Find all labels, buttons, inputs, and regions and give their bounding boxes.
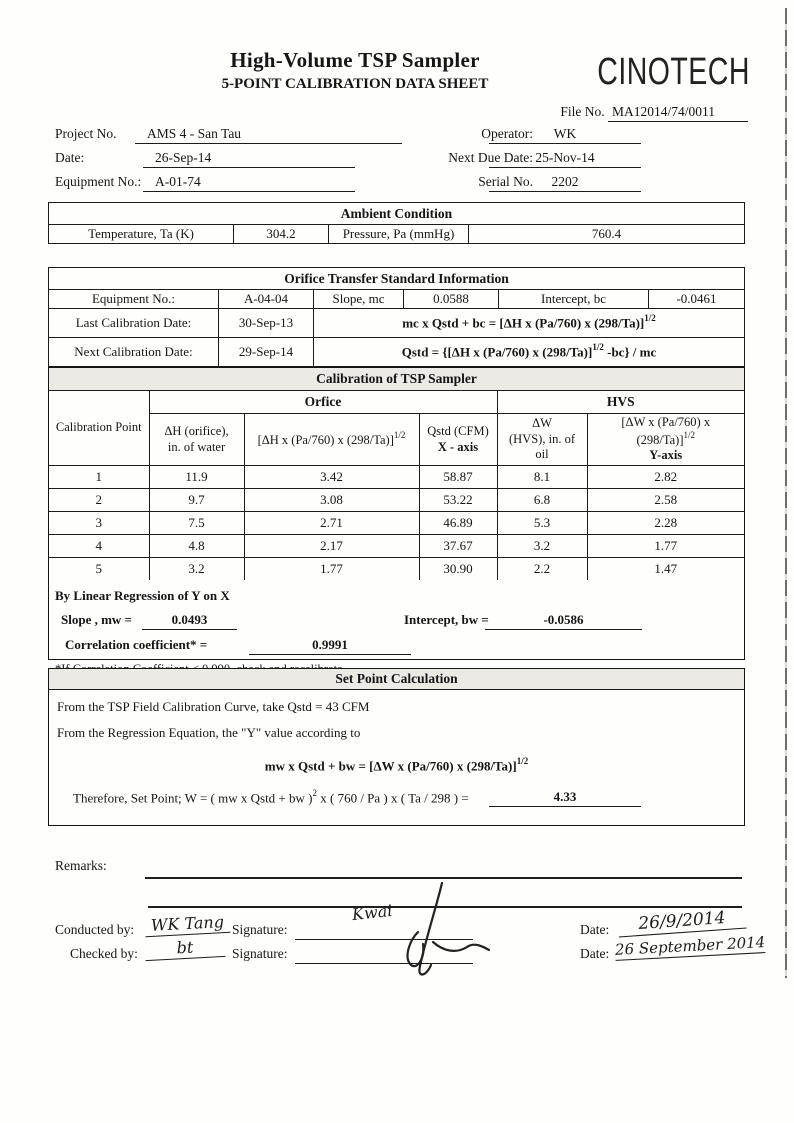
cell: 5.3: [497, 512, 587, 535]
slope-mc-label: Slope, mc: [314, 290, 404, 309]
cell: 58.87: [419, 466, 497, 489]
scan-artifact-line: [785, 8, 787, 978]
date-label-1: Date:: [580, 922, 610, 937]
intercept-bw-label: Intercept, bw =: [404, 612, 489, 628]
calibration-title: Calibration of TSP Sampler: [49, 368, 744, 391]
cell: 9.7: [149, 489, 244, 512]
col-dw-line2: (HVS), in. of oil: [509, 431, 575, 462]
col-dh-line2: in. of water: [167, 439, 226, 454]
checked-by-name: bt: [145, 936, 226, 961]
next-cal-label: Next Calibration Date:: [49, 338, 219, 367]
col-qstd-line1: Qstd (CFM): [427, 423, 489, 438]
cell: 1.47: [587, 558, 744, 581]
correlation-label: Correlation coefficient* =: [65, 637, 208, 653]
cell: 2.71: [244, 512, 419, 535]
signature-label-1: Signature:: [232, 922, 288, 937]
group-orifice: Orfice: [149, 391, 497, 414]
operator-label: Operator:: [481, 126, 533, 141]
last-cal-label: Last Calibration Date:: [49, 309, 219, 338]
cell: 2.58: [587, 489, 744, 512]
calibration-row-5: [49, 558, 744, 581]
cell: 11.9: [149, 466, 244, 489]
company-logo: CINOTECH: [597, 50, 750, 93]
equipment-no-value: A-01-74: [143, 174, 355, 192]
date-label-2: Date:: [580, 946, 610, 961]
cell: 1.77: [587, 535, 744, 558]
calibration-row-1: [49, 466, 744, 489]
set-point-formula-sup: 1/2: [516, 756, 529, 766]
formula-1-text: mc x Qstd + bc = [ΔH x (Pa/760) x (298/Ta)]: [402, 315, 645, 331]
pressure-label: Pressure, Pa (mmHg): [329, 225, 469, 244]
project-no-label: Project No.: [55, 126, 117, 141]
col-dh-formula: [244, 414, 419, 466]
col-y-axis-label: Y-axis: [649, 448, 683, 463]
orifice-equipment-value: A-04-04: [219, 290, 314, 309]
col-dh: [149, 414, 244, 466]
col-dh-formula-sup: 1/2: [393, 429, 406, 440]
page-title: High-Volume TSP Sampler: [230, 48, 480, 72]
set-point-line2: From the Regression Equation, the "Y" value according to: [57, 725, 361, 740]
regression-section: [49, 580, 744, 675]
cell: 8.1: [497, 466, 587, 489]
slope-mw-value: 0.0493: [142, 612, 237, 630]
orifice-formula-1: [314, 309, 745, 338]
cell: 3.2: [149, 558, 244, 581]
cell: 5: [49, 558, 149, 581]
cell: 2: [49, 489, 149, 512]
regression-heading: By Linear Regression of Y on X: [55, 588, 230, 604]
calibration-row-4: [49, 535, 744, 558]
intercept-bc-label: Intercept, bc: [499, 290, 649, 309]
remarks-line-1: [145, 860, 742, 879]
set-point-result-value: 4.33: [489, 789, 641, 807]
orifice-title: Orifice Transfer Standard Information: [49, 268, 745, 290]
ambient-condition-table: [48, 202, 745, 244]
formula-2-tail: -bc} / mc: [603, 344, 657, 360]
cell: 6.8: [497, 489, 587, 512]
col-calibration-point: Calibration Point: [49, 391, 149, 466]
intercept-bc-value: -0.0461: [649, 290, 745, 309]
col-dw-formula-sup: 1/2: [683, 429, 696, 440]
cell: 1: [49, 466, 149, 489]
signature-label-2: Signature:: [232, 946, 288, 961]
remarks-label: Remarks:: [55, 858, 107, 873]
operator-value: WK: [489, 126, 641, 144]
therefore-text: Therefore, Set Point; W = ( mw x Qstd + bw ): [73, 790, 313, 806]
cell: 4.8: [149, 535, 244, 558]
col-dw-line1: ΔW: [532, 416, 552, 431]
cell: 30.90: [419, 558, 497, 581]
signature-line-2: [295, 946, 473, 964]
checked-by-label: Checked by:: [70, 946, 138, 961]
cell: 7.5: [149, 512, 244, 535]
cell: 46.89: [419, 512, 497, 535]
set-point-therefore: [73, 789, 469, 806]
date-value-1: 26/9/2014: [617, 907, 746, 938]
remarks-line-2: [148, 889, 742, 908]
set-point-formula-text: mw x Qstd + bw = [ΔW x (Pa/760) x (298/Ta)]: [264, 758, 517, 774]
file-no-label: File No.: [560, 104, 605, 119]
next-cal-value: 29-Sep-14: [219, 338, 314, 367]
date-value-2: 26 September 2014: [614, 933, 766, 959]
col-dh-line1: ΔH (orifice),: [164, 423, 229, 438]
intercept-bw-value: -0.0586: [485, 612, 642, 630]
orifice-standard-table: [48, 267, 745, 367]
cell: 3: [49, 512, 149, 535]
cell: 3.08: [244, 489, 419, 512]
pressure-value: 760.4: [469, 225, 745, 244]
signature-name: Kwai: [351, 900, 394, 925]
calibration-row-3: [49, 512, 744, 535]
serial-no-value: 2202: [489, 174, 641, 192]
therefore-tail: x ( 760 / Pa ) x ( Ta / 298 ) =: [316, 790, 469, 806]
orifice-formula-2: [314, 338, 745, 367]
col-dh-formula-text: [ΔH x (Pa/760) x (298/Ta)]: [257, 432, 394, 447]
slope-mw-label: Slope , mw =: [61, 612, 132, 628]
next-due-label: Next Due Date:: [448, 150, 533, 165]
signature-line-1: [295, 922, 473, 940]
col-dw-formula: [587, 414, 744, 466]
page-subtitle: 5-POINT CALIBRATION DATA SHEET: [221, 76, 489, 92]
col-dw: [497, 414, 587, 466]
project-no-value: AMS 4 - San Tau: [135, 126, 402, 144]
cell: 2.2: [497, 558, 587, 581]
formula-2-sup: 1/2: [592, 342, 604, 353]
group-hvs: HVS: [497, 391, 744, 414]
correlation-value: 0.9991: [249, 637, 411, 655]
cell: 37.67: [419, 535, 497, 558]
col-qstd: [419, 414, 497, 466]
date-label: Date:: [55, 150, 85, 165]
cell: 3.2: [497, 535, 587, 558]
temperature-value: 304.2: [234, 225, 329, 244]
set-point-title: Set Point Calculation: [49, 669, 744, 690]
equipment-no-label: Equipment No.:: [55, 174, 142, 189]
next-due-value: 25-Nov-14: [489, 150, 641, 168]
cell: 3.42: [244, 466, 419, 489]
set-point-section: [48, 668, 745, 826]
file-no: [560, 104, 748, 122]
file-no-value: MA12014/74/0011: [608, 104, 748, 122]
cell: 2.17: [244, 535, 419, 558]
set-point-formula: [49, 757, 744, 774]
set-point-line1: From the TSP Field Calibration Curve, take Qstd = 43 CFM: [57, 699, 370, 714]
conducted-by-name: WK Tang: [145, 912, 231, 937]
project-info: [55, 124, 747, 196]
temperature-label: Temperature, Ta (K): [49, 225, 234, 244]
date-value: 26-Sep-14: [143, 150, 355, 168]
cell: 1.77: [244, 558, 419, 581]
calibration-row-2: [49, 489, 744, 512]
formula-1-sup: 1/2: [644, 313, 656, 324]
last-cal-value: 30-Sep-13: [219, 309, 314, 338]
cell: 4: [49, 535, 149, 558]
calibration-section: [48, 367, 745, 660]
ambient-title: Ambient Condition: [49, 203, 745, 225]
calibration-table: [49, 368, 744, 580]
col-x-axis-label: X - axis: [437, 439, 479, 454]
formula-2-text: Qstd = {[ΔH x (Pa/760) x (298/Ta)]: [401, 344, 593, 360]
cell: 2.82: [587, 466, 744, 489]
col-dw-formula-text: [ΔW x (Pa/760) x (298/Ta)]: [621, 415, 711, 447]
cell: 2.28: [587, 512, 744, 535]
slope-mc-value: 0.0588: [404, 290, 499, 309]
serial-no-label: Serial No.: [478, 174, 533, 189]
orifice-equipment-label: Equipment No.:: [49, 290, 219, 309]
therefore-sup: 2: [312, 788, 317, 798]
conducted-by-label: Conducted by:: [55, 922, 135, 937]
cell: 53.22: [419, 489, 497, 512]
